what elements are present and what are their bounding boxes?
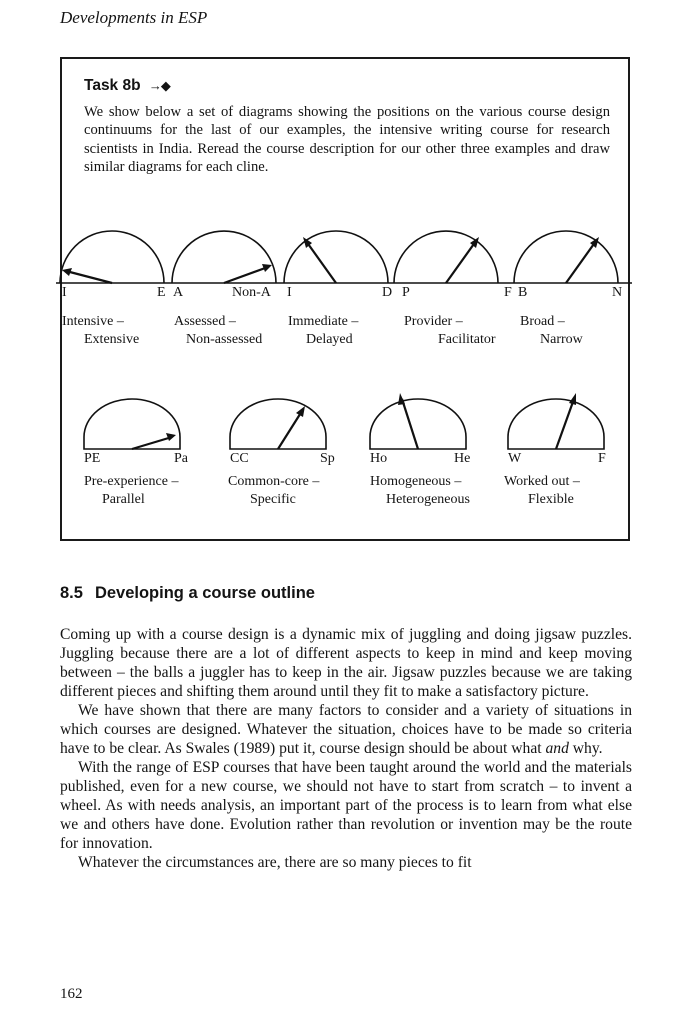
caption-line-2: Heterogeneous [386,492,470,507]
dial-caption [370,473,506,509]
needle-arrowhead [398,393,405,405]
caption-line-1: Provider – [404,314,463,329]
gauge-needle-intensive [66,271,112,283]
needle-arrowhead [296,406,305,417]
caption-line-2: Extensive [84,332,140,347]
section-heading [60,584,315,603]
paragraph: Whatever the circumstances are, there are so many pieces to fit [78,854,472,871]
needle-arrowhead [166,433,176,441]
gauge-label-left: B [518,285,528,300]
gauge-arc-immediate [284,231,388,283]
gauge-label-right: Non-A [232,285,271,300]
caption-line-2: Non-assessed [186,332,263,347]
gauge-row-1-drawing [56,217,632,287]
caption-line-2: Facilitator [438,332,496,347]
body-text [60,625,632,872]
gauge-label-right: E [157,285,166,300]
dial-label-left: Ho [370,451,388,466]
section-title: Developing a course outline [94,584,315,602]
caption-line-2: Parallel [102,492,145,507]
needle-arrowhead [262,264,272,272]
gauge-caption [288,313,388,349]
dial-needle-pre-experience [132,437,172,449]
gauge-needle-provider [446,241,476,283]
dial-label-right: Pa [174,451,188,466]
gauge-caption [404,313,514,349]
gauge-label-left: A [173,285,184,300]
needle-arrowhead [569,393,576,405]
dial-homogeneous [370,399,466,449]
gauge-label-left: I [287,285,292,300]
caption-line-1: Common-core – [228,474,320,489]
gauge-arc-intensive [60,231,164,283]
paragraph: We have shown that there are many factors to consider and a variety of situations in which courses are designed. Whatever the situation, choices have to be made so criteria have to be clear. As Swales (1989) put it, course design should be about what and why. [60,702,632,757]
dial-caption [504,473,614,509]
gauge-needle-assessed [224,267,268,283]
dial-label-left: W [508,451,522,466]
gauge-needle-immediate [306,241,336,283]
caption-line-1: Broad – [520,314,565,329]
dial-needle-homogeneous [402,399,418,449]
dial-label-right: Sp [320,451,335,466]
caption-line-1: Immediate – [288,314,359,329]
dial-worked-out [508,399,604,449]
needle-arrowhead [62,268,72,276]
gauge-needle-broad [566,241,596,283]
gauge-row-2-drawing [62,387,628,457]
gauge-label-left: P [402,285,410,300]
gauge-caption [520,313,610,349]
page-number: 162 [60,986,83,1002]
task-instructions: We show below a set of diagrams showing the positions on the various course design continuums for the last of our examples, the intensive writing course for research scientists in India. Reread the course description for our other three examples and draw similar diagrams for each cline. [84,104,610,176]
gauge-caption [174,313,286,349]
caption-line-1: Intensive – [62,314,124,329]
dial-label-left: PE [84,451,101,466]
dial-needle-common-core [278,411,302,449]
task-title [84,77,170,95]
task-title-text: Task 8b [84,77,141,94]
caption-line-1: Assessed – [174,314,236,329]
gauge-row-2 [62,387,628,457]
caption-line-2: Delayed [306,332,353,347]
gauge-caption [62,313,162,349]
paragraph: With the range of ESP courses that have been taught around the world and the materials published, even for a new course, we should not have to start from scratch – to invent a wheel. As with needs analysis, an important part of the process is to learn from what else we and others have done. Evolution rather than revolution or invention may be the route for innovation. [60,759,632,852]
dial-caption [84,473,224,509]
gauge-row-1 [56,217,632,287]
caption-line-1: Pre-experience – [84,474,179,489]
caption-line-2: Flexible [528,492,574,507]
caption-line-1: Homogeneous – [370,474,462,489]
arrow-icon: →◆ [148,78,170,93]
caption-line-2: Specific [250,492,296,507]
gauge-arc-assessed [172,231,276,283]
gauge-label-left: I [62,285,67,300]
gauge-arc-provider [394,231,498,283]
gauge-label-right: F [504,285,512,300]
caption-line-1: Worked out – [504,474,580,489]
dial-label-right: He [454,451,471,466]
running-head: Developments in ESP [60,8,208,27]
gauge-label-right: N [612,285,623,300]
section-number: 8.5 [60,584,83,602]
task-box [60,57,630,541]
gauge-arc-broad [514,231,618,283]
dial-pre-experience [84,399,180,449]
dial-common-core [230,399,326,449]
dial-label-left: CC [230,451,249,466]
caption-line-2: Narrow [540,332,583,347]
gauge-label-right: D [382,285,393,300]
dial-caption [228,473,358,509]
paragraph: Coming up with a course design is a dynamic mix of juggling and doing jigsaw puzzles. Juggling because there are a lot of different aspects to keep in mind and keep moving between – the balls a juggler has to keep in the air. Jigsaw puzzles because we are taking different pieces and shifting them around until they fit to make a satisfactory picture. [60,626,632,700]
dial-label-right: F [598,451,606,466]
dial-needle-worked-out [556,399,574,449]
